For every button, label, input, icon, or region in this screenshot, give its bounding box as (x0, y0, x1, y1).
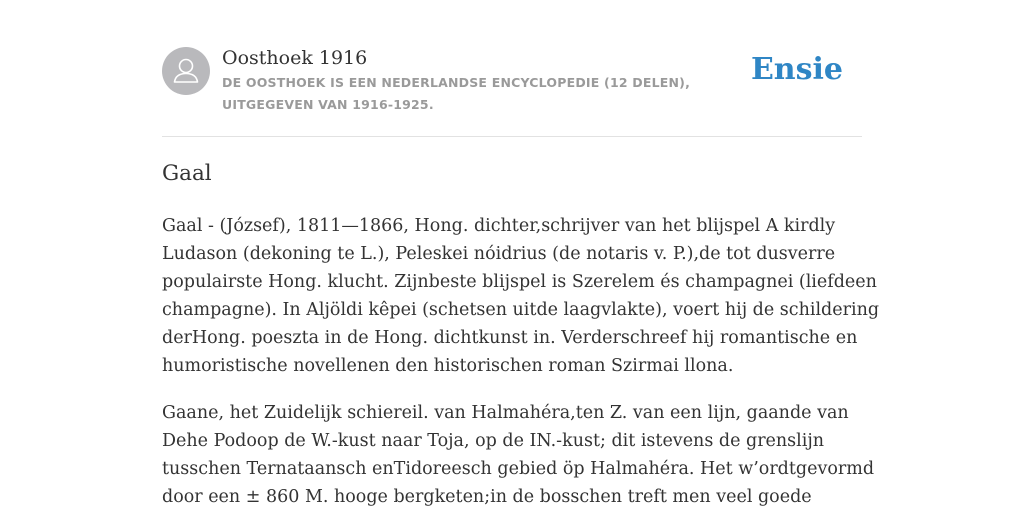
text-line: champagne). In Aljöldi kêpei (schetsen uitde laagvlakte), voert hij de schildering (162, 300, 880, 320)
text-line: humoristische novellenen den historischen roman Szirmai llona. (162, 356, 734, 376)
source-description: DE OOSTHOEK IS EEN NEDERLANDSE ENCYCLOPEDIE (12 DELEN), UITGEGEVEN VAN 1916-1925. (222, 75, 691, 112)
paragraph-gaal (162, 212, 880, 380)
text-line: Ludason (dekoning te L.), Peleskei nóidrius (de notaris v. P.),de tot dusverre (162, 244, 836, 264)
text-line: Gaane, het Zuidelijk schiereil. van Halmahéra,ten Z. van een lijn, gaande van (162, 403, 849, 423)
source-title[interactable]: Oosthoek 1916 (222, 47, 368, 69)
text-line: tusschen Ternataansch enTidoreesch gebied öp Halmahéra. Het w’ordtgevormd (162, 459, 875, 479)
brand-logo[interactable]: Ensie (750, 52, 843, 87)
paragraph-gaane (162, 399, 875, 511)
page-title: Gaal (162, 161, 212, 186)
text-line: door een ± 860 M. hooge bergketen;in de bosschen treft men veel goede (162, 487, 812, 507)
text-line: Dehe Podoop de W.-kust naar Toja, op de IN.-kust; dit istevens de grenslijn (162, 431, 825, 451)
entry-content (162, 212, 880, 512)
text-line: derHong. poeszta in de Hong. dichtkunst in. Verderschreef hij romantische en (162, 328, 858, 348)
avatar[interactable] (162, 47, 210, 95)
source-header (162, 44, 862, 137)
user-icon (162, 47, 210, 95)
text-line: Gaal - (József), 1811—1866, Hong. dichter,schrijver van het blijspel A kirdly (162, 216, 836, 236)
text-line: populairste Hong. klucht. Zijnbeste blijspel is Szerelem és champagnei (liefdeen (162, 272, 877, 292)
